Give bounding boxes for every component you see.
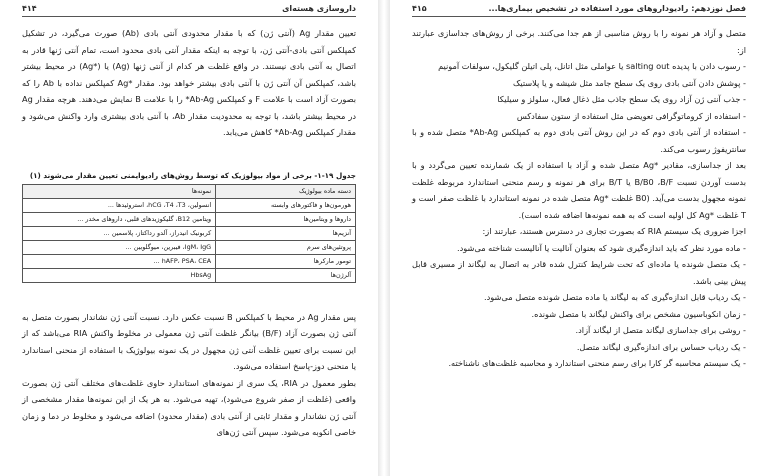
table-row xyxy=(23,268,356,282)
book-gutter xyxy=(378,0,390,476)
table-row xyxy=(23,240,356,254)
table-cell: هورمون‌ها و فاکتورهای وابسته xyxy=(216,198,356,212)
table-row xyxy=(23,254,356,268)
biological-materials-table xyxy=(22,184,356,283)
list-item: - زمان انکوباسیون مشخص برای واکنش لیگاند با متصل شونده. xyxy=(531,308,746,319)
left-paragraph-3: بطور معمول در RIA، یک سری از نمونه‌های استاندارد حاوی غلظت‌های مختلف آنتی ژن بصورت واقعی (غلظت از صفر شروع می‌شود)، تهیه می‌شود. به هر یک از این نمونه‌ها مقدار مشخصی از آنتی ژن نشاندار و مقدار ثابتی از آنتی بادی (مقدار محدود) اضافه می‌شود و مخلوط در دما و زمان خاصی انکوبه می‌شود. سپس آنتی ژن‌های xyxy=(22,377,356,437)
right-running-title: فصل نوزدهم: رادیوداروهای مورد استفاده در تشخیص بیماری‌ها... xyxy=(488,4,746,13)
right-paragraph-1: متصل و آزاد هر نمونه را با روش مناسبی از هم جدا می‌کنند. برخی از روش‌های جداسازی عبارتند از: xyxy=(412,28,746,55)
left-page-number: ۴۱۴ xyxy=(22,4,37,13)
table-cell: کربونیک انیدراز، آلدو رداکتاز، پلاسمین ... xyxy=(23,226,216,240)
table-header-row xyxy=(23,184,356,198)
list-item: - جذب آنتی ژن آزاد روی یک سطح جاذب مثل ذغال فعال، سلولز و سیلیکا xyxy=(497,94,746,104)
list-item: - یک متصل شونده یا ماده‌ای که تحت شرایط کنترل شده قادر به اتصال به لیگاند از مسیری قابل پیش بینی باشد. xyxy=(412,259,746,286)
table-cell: ویتامین B12، گلیکوزیدهای قلبی، داروهای مخدر ... xyxy=(23,212,216,226)
table-title: جدول ۱۹-۱- برخی از مواد بیولوژیک که توسط روش‌های رادیوایمنی تعیین مقدار می‌شوند (۱) xyxy=(29,170,356,180)
right-paragraph-2: بعد از جداسازی، مقادیر *Ag متصل شده و آزاد با استفاده از یک شمارنده تعیین می‌گردد و با بدست آوردن نسبت B/B0 ،B/F یا B/T برای هر نمونه و رسم منحنی استاندارد مربوطه غلظت نمونه مجهول بدست می‌آید. (B0 غلظت *Ag متصل شده در نمونه استاندارد با غلظت صفر است و T غلظت *Ag کل اولیه است که به همه نمونه‌ها اضافه شده است). xyxy=(412,160,746,220)
right-page-header xyxy=(412,4,746,17)
left-page xyxy=(0,0,378,476)
right-page-number: ۴۱۵ xyxy=(412,4,427,13)
list-item: - استفاده از آنتی بادی دوم که در این روش آنتی بادی دوم به کمپلکس Ab-Ag* متصل شده و با سانتریفوژ رسوب می‌کند. xyxy=(412,127,746,154)
table-cell: آلرژن‌ها xyxy=(216,268,356,282)
left-paragraph-2: پس مقدار Ag در محیط با کمپلکس B نسبت عکس دارد. نسبت آنتی ژن نشاندار بصورت متصل به آنتی ژن بصورت آزاد (B/F) بیانگر غلظت آنتی ژن معمولی در مخلوط واکنش RIA می‌باشد که از این نسبت برای تعیین غلظت آنتی ژن مجهول در یک نمونه بیولوژیک با استفاده از منحنی استاندارد یا منحنی دوز-پاسخ استفاده می‌شود. xyxy=(22,311,356,371)
table-row xyxy=(23,226,356,240)
left-running-title: داروسازی هسته‌ای xyxy=(282,4,356,13)
table-cell: hAFP، PSA، CEA ... xyxy=(23,254,216,268)
list-item: - یک ردیاب حساس برای اندازه‌گیری لیگاند متصل. xyxy=(576,341,746,352)
table-cell: انسولین، hCG ،T4 ،T3، استروئیدها ... xyxy=(23,198,216,212)
list-item: - یک ردیاب قابل اندازه‌گیری که به لیگاند یا ماده متصل شونده متصل می‌شود. xyxy=(484,292,746,302)
table-cell: HbsAg xyxy=(23,268,216,282)
list-item: - ماده مورد نظر که باید اندازه‌گیری شود که بعنوان آنالیت یا آنالیست شناخته می‌شود. xyxy=(457,242,746,253)
list-item: - رسوب دادن با پدیده salting out یا عواملی مثل اتانل، پلی اتیلن گلیکول، سولفات آمونیم xyxy=(438,61,746,71)
right-page xyxy=(390,0,768,476)
table-row xyxy=(23,198,356,212)
left-paragraph-1: تعیین مقدار Ag (آنتی ژن) که با مقدار محدودی آنتی بادی (Ab) صورت می‌گیرد، در تشکیل کمپلکس آنتی بادی-آنتی ژن، با توجه به اینکه مقدار آنتی بادی محدود است، تمام آنتی ژنها قادر به اتصال به آنتی بادی نیستند. در واقع غلظت هر کدام از آنتی ژنها (Ag) یا (*Ag) در محیط بیشتر باشد، کمپلکس آن آنتی ژن با آنتی بادی بیشتر خواهد بود. مقدار *Ag کمپلکس نداده با Ab را که بصورت آزاد است با علامت F و کمپلکس Ab-Ag* را با علامت B نمایش می‌دهند. هرچه مقدار Ag در محیط بیشتر باشد، با توجه به محدودیت مقدار Ab، با آنتی بادی بیشتری وارد واکنش می‌شود و مقدار کمپلکس Ab-Ag* کاهش می‌یابد. xyxy=(22,28,356,137)
table-cell: تومور مارکرها xyxy=(216,254,356,268)
table-header-examples: نمونه‌ها xyxy=(23,184,216,198)
list-item: - پوشش دادن آنتی بادی روی یک سطح جامد مثل شیشه و یا پلاستیک xyxy=(513,77,746,88)
table-header-category: دسته ماده بیولوژیک xyxy=(216,184,356,198)
right-paragraph-3: اجزا ضروری یک سیستم RIA که بصورت تجاری در دسترس هستند، عبارتند از: xyxy=(482,226,746,236)
table-row xyxy=(23,212,356,226)
list-item: - یک سیستم محاسبه گر کارا برای رسم منحنی استاندارد و محاسبه غلظت‌های ناشناخته. xyxy=(448,358,746,368)
table-cell: آنزیم‌ها xyxy=(216,226,356,240)
table-cell: پروتئین‌های سرم xyxy=(216,240,356,254)
list-item: - استفاده از کروماتوگرافی تعویضی مثل استفاده از ستون سفادکس xyxy=(516,110,746,121)
left-page-header xyxy=(22,4,356,17)
table-cell: IgM، IgG، فیبرین، میوگلوبین ... xyxy=(23,240,216,254)
table-cell: داروها و ویتامین‌ها xyxy=(216,212,356,226)
list-item: - روشی برای جداسازی لیگاند متصل از لیگاند آزاد. xyxy=(575,325,746,335)
